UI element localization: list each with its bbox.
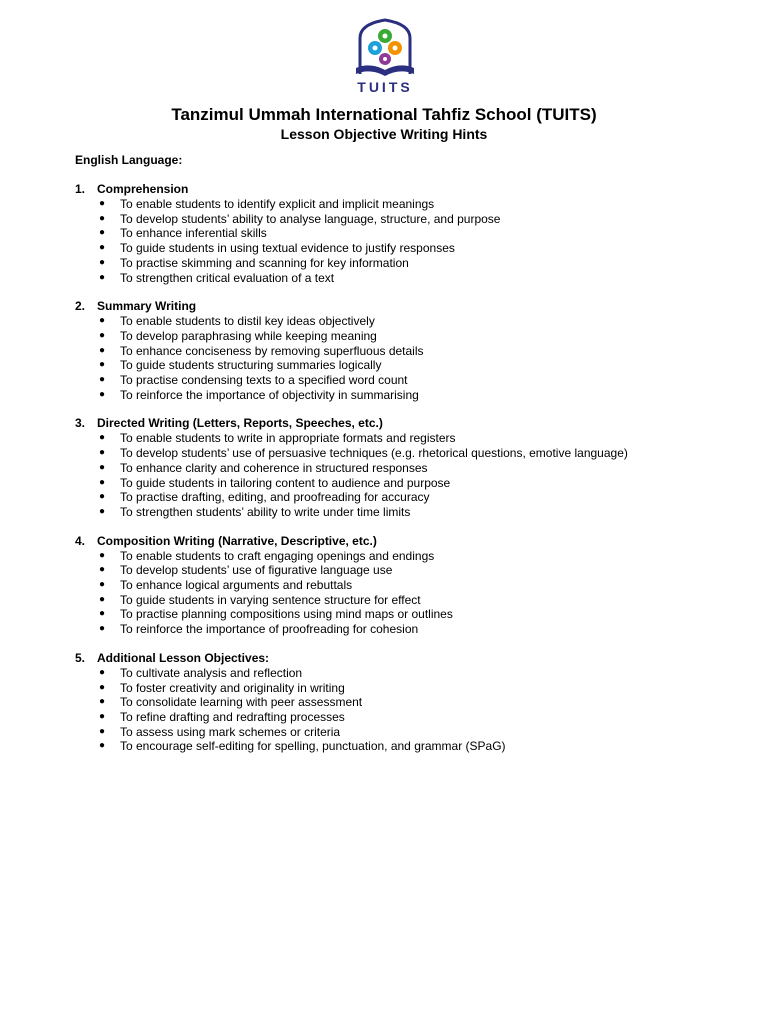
list-item-text: To strengthen students’ ability to write under time limits <box>120 504 411 519</box>
bullet-icon: ● <box>99 461 106 473</box>
objective-section <box>75 416 715 519</box>
section-title: Summary Writing <box>97 299 197 314</box>
bullet-list <box>75 197 715 285</box>
list-item <box>75 388 715 403</box>
list-item <box>75 710 715 725</box>
school-logo <box>350 18 420 102</box>
bullet-icon: ● <box>99 505 106 517</box>
section-number: 2. <box>75 299 86 314</box>
list-item <box>75 681 715 696</box>
bullet-icon: ● <box>99 344 106 356</box>
section-heading <box>75 416 715 431</box>
list-item-text: To enable students to craft engaging openings and endings <box>120 548 435 563</box>
list-item-text: To enhance logical arguments and rebuttals <box>120 578 353 593</box>
list-item-text: To guide students in tailoring content to audience and purpose <box>120 475 451 490</box>
list-item-text: To enhance conciseness by removing superfluous details <box>120 343 424 358</box>
list-item-text: To guide students in varying sentence structure for effect <box>120 592 421 607</box>
bullet-icon: ● <box>99 227 106 239</box>
bullet-icon: ● <box>99 329 106 341</box>
bullet-icon: ● <box>99 212 106 224</box>
list-item <box>75 505 715 520</box>
list-item-text: To develop students’ use of persuasive techniques (e.g. rhetorical questions, emotive language) <box>120 446 628 461</box>
bullet-icon: ● <box>99 681 106 693</box>
list-item-text: To foster creativity and originality in writing <box>120 680 345 695</box>
list-item-text: To enable students to identify explicit and implicit meanings <box>120 197 435 211</box>
section-title: Composition Writing (Narrative, Descriptive, etc.) <box>97 533 377 548</box>
list-item-text: To practise skimming and scanning for key information <box>120 255 409 270</box>
section-number: 5. <box>75 650 86 665</box>
list-item-text: To strengthen critical evaluation of a text <box>120 270 335 285</box>
section-heading <box>75 182 715 197</box>
list-item-text: To enable students to distil key ideas objectively <box>120 314 375 329</box>
objective-section <box>75 534 715 637</box>
list-item <box>75 593 715 608</box>
objectives-list <box>75 182 715 768</box>
bullet-icon: ● <box>99 666 106 678</box>
section-heading <box>75 299 715 314</box>
bullet-icon: ● <box>99 256 106 268</box>
bullet-icon: ● <box>99 608 106 620</box>
list-item <box>75 666 715 681</box>
bullet-icon: ● <box>99 725 106 737</box>
list-item <box>75 549 715 564</box>
list-item-text: To practise drafting, editing, and proofreading for accuracy <box>120 490 430 505</box>
objective-section <box>75 182 715 285</box>
list-item-text: To consolidate learning with peer assessment <box>120 695 363 710</box>
list-item-text: To practise condensing texts to a specified word count <box>120 373 408 388</box>
list-item-text: To develop students’ use of figurative language use <box>120 563 393 578</box>
list-item-text: To develop students’ ability to analyse language, structure, and purpose <box>120 211 501 226</box>
school-crest-icon <box>350 18 420 80</box>
bullet-icon: ● <box>99 593 106 605</box>
page-subtitle: Lesson Objective Writing Hints <box>280 126 488 142</box>
logo-wordmark: TUITS <box>357 79 413 95</box>
list-item-text: To enhance clarity and coherence in structured responses <box>120 460 428 475</box>
bullet-list <box>75 666 715 754</box>
list-item <box>75 226 715 241</box>
bullet-icon: ● <box>99 374 106 386</box>
section-heading <box>75 651 715 666</box>
list-item-text: To encourage self-editing for spelling, punctuation, and grammar (SPaG) <box>120 739 506 754</box>
bullet-icon: ● <box>99 549 106 561</box>
bullet-list <box>75 431 715 519</box>
list-item <box>75 607 715 622</box>
section-title: Additional Lesson Objectives: <box>97 650 270 665</box>
bullet-icon: ● <box>99 271 106 283</box>
list-item <box>75 271 715 286</box>
list-item <box>75 476 715 491</box>
list-item <box>75 578 715 593</box>
bullet-icon: ● <box>99 623 106 635</box>
list-item-text: To refine drafting and redrafting processes <box>120 709 345 724</box>
list-item <box>75 622 715 637</box>
list-item-text: To enable students to write in appropriate formats and registers <box>120 431 456 446</box>
section-number: 3. <box>75 416 86 431</box>
bullet-icon: ● <box>99 432 106 444</box>
objective-section <box>75 299 715 402</box>
section-number: 1. <box>75 182 86 196</box>
bullet-icon: ● <box>99 491 106 503</box>
list-item <box>75 329 715 344</box>
list-item <box>75 241 715 256</box>
language-heading: English Language: <box>75 153 183 167</box>
bullet-icon: ● <box>99 315 106 327</box>
bullet-icon: ● <box>99 564 106 576</box>
list-item-text: To guide students structuring summaries logically <box>120 358 382 373</box>
bullet-icon: ● <box>99 696 106 708</box>
list-item <box>75 431 715 446</box>
bullet-list <box>75 314 715 402</box>
list-item-text: To reinforce the importance of proofreading for cohesion <box>120 622 419 637</box>
bullet-icon: ● <box>99 740 106 752</box>
list-item <box>75 344 715 359</box>
list-item <box>75 563 715 578</box>
list-item <box>75 490 715 505</box>
list-item <box>75 314 715 329</box>
section-heading <box>75 534 715 549</box>
bullet-icon: ● <box>99 242 106 254</box>
list-item <box>75 358 715 373</box>
list-item <box>75 373 715 388</box>
list-item <box>75 695 715 710</box>
section-number: 4. <box>75 533 86 548</box>
objective-section <box>75 651 715 754</box>
bullet-icon: ● <box>99 198 106 209</box>
list-item <box>75 461 715 476</box>
section-title: Directed Writing (Letters, Reports, Speeches, etc.) <box>97 416 383 431</box>
list-item <box>75 739 715 754</box>
list-item-text: To guide students in using textual evidence to justify responses <box>120 241 455 256</box>
bullet-icon: ● <box>99 359 106 371</box>
list-item-text: To assess using mark schemes or criteria <box>120 724 341 739</box>
bullet-icon: ● <box>99 388 106 400</box>
list-item <box>75 256 715 271</box>
bullet-icon: ● <box>99 447 106 459</box>
list-item <box>75 725 715 740</box>
list-item <box>75 446 715 461</box>
list-item-text: To cultivate analysis and reflection <box>120 665 303 680</box>
list-item-text: To develop paraphrasing while keeping meaning <box>120 328 377 343</box>
bullet-icon: ● <box>99 579 106 591</box>
section-title: Comprehension <box>97 182 189 196</box>
list-item <box>75 197 715 212</box>
bullet-icon: ● <box>99 710 106 722</box>
list-item-text: To practise planning compositions using mind maps or outlines <box>120 607 453 622</box>
bullet-list <box>75 549 715 637</box>
list-item <box>75 212 715 227</box>
page-title: Tanzimul Ummah International Tahfiz School (TUITS) <box>171 105 597 124</box>
list-item-text: To enhance inferential skills <box>120 226 267 241</box>
bullet-icon: ● <box>99 476 106 488</box>
list-item-text: To reinforce the importance of objectivity in summarising <box>120 387 419 402</box>
